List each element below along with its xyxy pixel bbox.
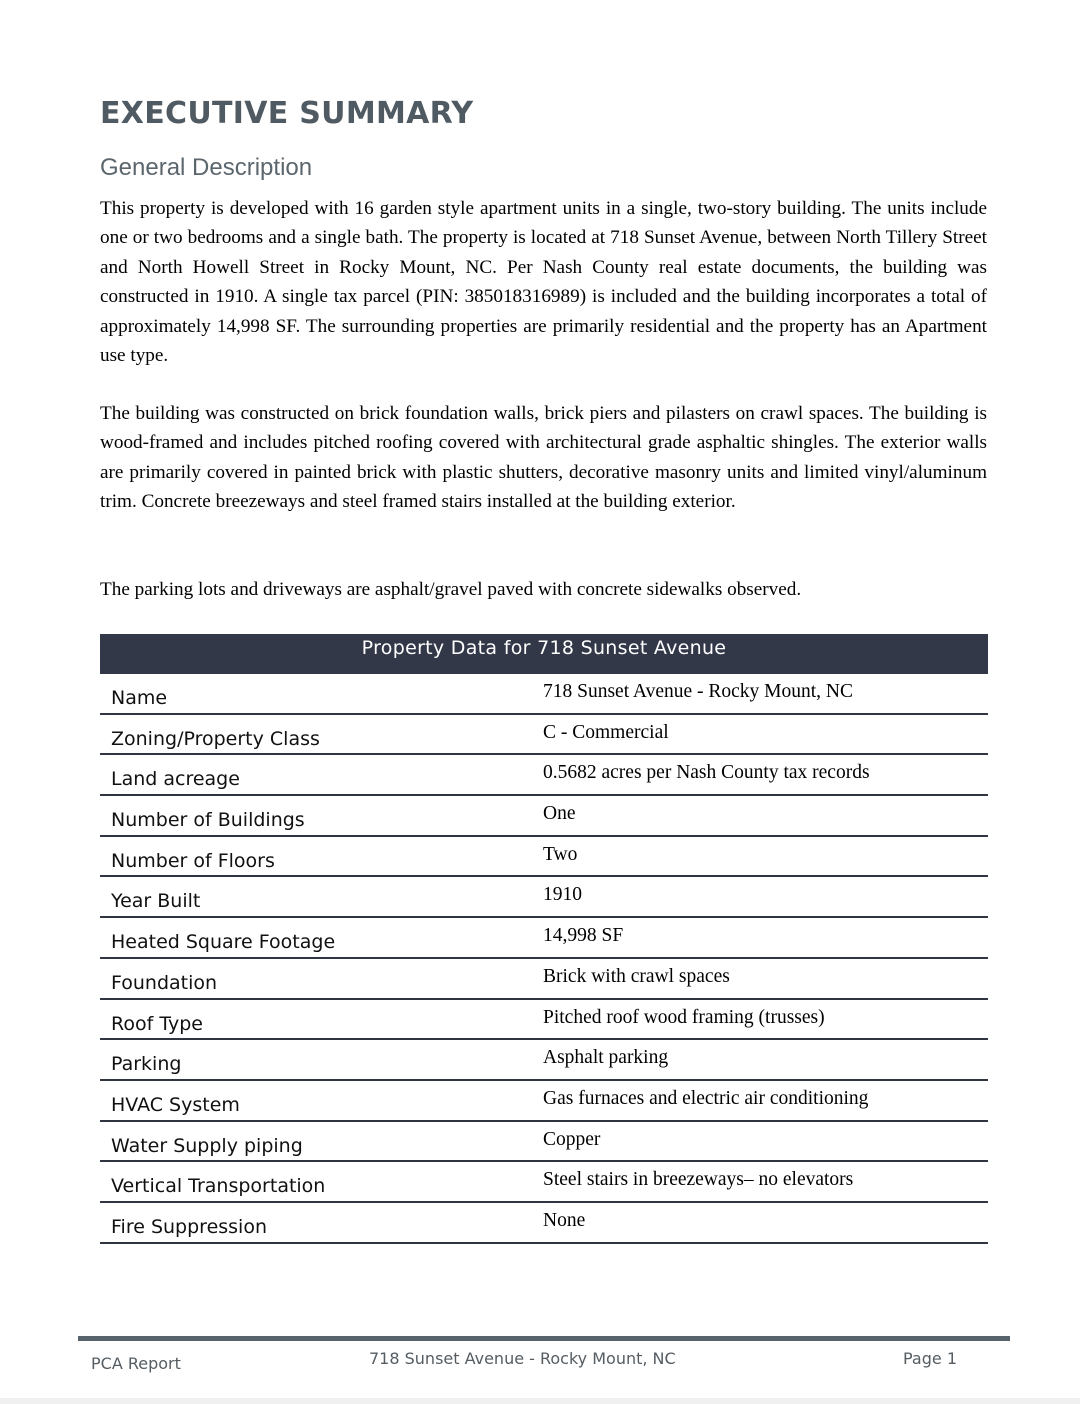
table-row: [100, 877, 988, 918]
row-label: Fire Suppression: [111, 1215, 267, 1238]
footer-divider: [78, 1336, 1010, 1341]
row-value: 718 Sunset Avenue - Rocky Mount, NC: [543, 681, 854, 702]
table-row: [100, 1081, 988, 1122]
table-row: [100, 959, 988, 1000]
row-label: Foundation: [111, 971, 218, 994]
property-data-table: [100, 634, 988, 1244]
row-value: Gas furnaces and electric air conditioning: [543, 1087, 869, 1109]
table-row: [100, 1040, 988, 1081]
row-value: 0.5682 acres per Nash County tax records: [543, 762, 870, 784]
row-label: Name: [111, 687, 168, 709]
row-label: Heated Square Footage: [111, 931, 336, 954]
row-value: Two: [543, 843, 578, 865]
table-row: [100, 837, 988, 878]
row-value: None: [543, 1209, 586, 1231]
page-edge: [0, 1398, 1080, 1404]
row-label: Zoning/Property Class: [111, 727, 320, 750]
footer-report-name: PCA Report: [91, 1354, 181, 1373]
paragraph: The parking lots and driveways are asphalt/gravel paved with concrete sidewalks observed.: [100, 579, 802, 600]
row-label: Roof Type: [111, 1012, 203, 1035]
row-value: Asphalt parking: [543, 1047, 669, 1069]
row-label: Parking: [111, 1053, 182, 1076]
footer-page-number: Page 1: [903, 1349, 957, 1368]
row-label: Land acreage: [111, 768, 240, 791]
page-title: EXECUTIVE SUMMARY: [100, 96, 474, 131]
table-row: [100, 1162, 988, 1203]
row-value: Brick with crawl spaces: [543, 965, 730, 987]
table-row: [100, 1122, 988, 1163]
row-label: Vertical Transportation: [111, 1175, 326, 1198]
row-label: Number of Floors: [111, 849, 275, 872]
row-label: Year Built: [111, 890, 201, 913]
table-row: [100, 1203, 988, 1244]
paragraph: The building was constructed on brick foundation walls, brick piers and pilasters on crawl spaces. The building is wood-framed and includes pitched roofing covered with architectural grade asphaltic shingles. The exterior walls are primarily covered in painted brick with plastic shutters, decorative masonry units and limited vinyl/aluminum trim. Concrete breezeways and steel framed stairs installed at the building exterior.: [100, 403, 987, 513]
section-title: General Description: [100, 154, 313, 181]
table-row: [100, 715, 988, 756]
table-row: [100, 755, 988, 796]
row-label: HVAC System: [111, 1093, 240, 1116]
footer-address: 718 Sunset Avenue - Rocky Mount, NC: [369, 1349, 676, 1368]
row-value: One: [543, 803, 576, 825]
row-value: 1910: [543, 884, 582, 906]
row-value: 14,998 SF: [543, 925, 624, 947]
table-row: [100, 796, 988, 837]
paragraph: This property is developed with 16 garden style apartment units in a single, two-story building. The units include one or two bedrooms and a single bath. The property is located at 718 Sunset Avenue, between North Tillery Street and North Howell Street in Rocky Mount, NC. Per Nash County real estate documents, the building was constructed in 1910. A single tax parcel (PIN: 385018316989) is included and the building incorporates a total of approximately 14,998 SF. The surrounding properties are primarily residential and the property has an Apartment use type.: [100, 198, 987, 367]
row-label: Number of Buildings: [111, 809, 305, 832]
table-row: [100, 918, 988, 959]
row-value: Pitched roof wood framing (trusses): [543, 1006, 825, 1028]
row-value: Steel stairs in breezeways– no elevators: [543, 1169, 854, 1191]
row-label: Water Supply piping: [111, 1134, 303, 1157]
table-header: Property Data for 718 Sunset Avenue: [100, 634, 988, 674]
row-value: Copper: [543, 1128, 601, 1150]
table-row: [100, 1000, 988, 1041]
row-value: C - Commercial: [543, 721, 669, 743]
table-row: [100, 674, 988, 715]
